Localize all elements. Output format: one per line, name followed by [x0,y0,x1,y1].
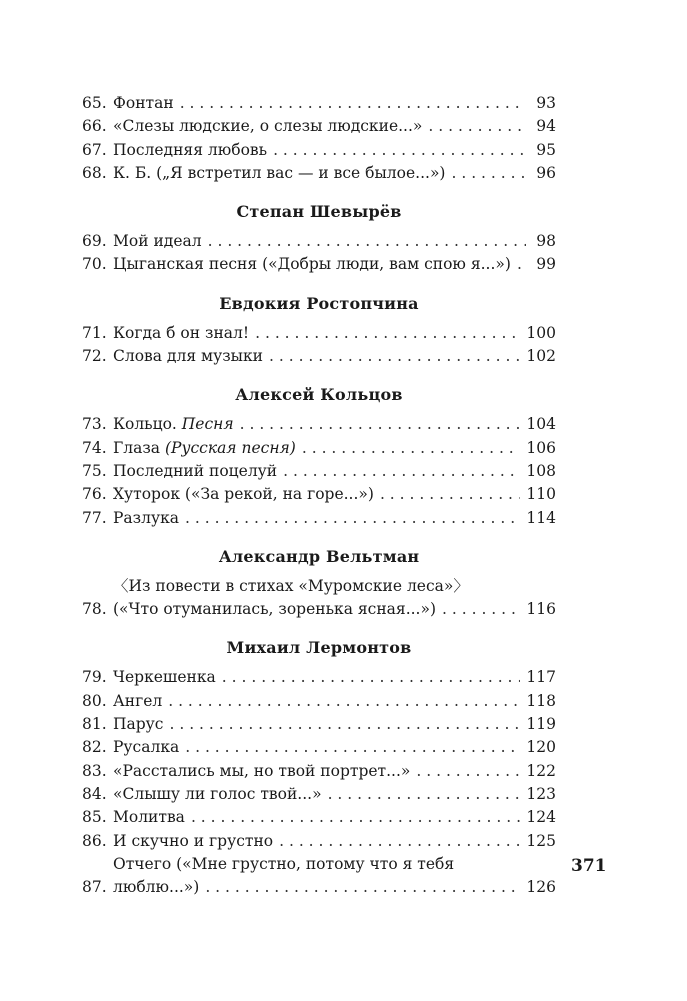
entry-number: 79. [82,668,107,687]
entry-title [113,345,263,368]
toc-entry [82,115,556,138]
toc-entry [82,760,556,783]
entry-title [113,575,469,598]
entry-number: 80. [82,691,107,710]
entry-line [113,783,556,806]
entry-number: 69. [82,232,107,251]
entry-body [113,139,556,162]
entry-body [113,736,556,759]
entry-title [113,437,296,460]
entry-body [113,507,556,530]
entry-page: 122 [526,761,556,780]
entry-title-text: Фонтан [113,94,174,112]
entry-line [113,666,556,689]
entry-line [113,598,556,621]
entry-page: 102 [526,347,556,366]
dot-leader [380,483,520,506]
dot-leader [240,413,521,436]
entry-page: 99 [536,255,556,274]
entry-title-text: Ангел [113,691,163,710]
dot-leader [283,460,520,483]
dot-leader [416,760,520,783]
entry-title [113,713,163,736]
entry-number: 68. [82,163,107,182]
toc-entry [82,413,556,436]
entry-title-text: Отчего («Мне грустно, потому что я тебя [113,854,455,873]
entry-number: 85. [82,808,107,827]
entry-page: 100 [526,323,556,342]
entry-number: 82. [82,738,107,757]
toc-entry [82,437,556,460]
entry-title [113,736,179,759]
entry-page: 123 [526,784,556,803]
entry-page: 117 [526,668,556,687]
entry-title-text: Глаза [113,438,165,457]
dot-leader [279,830,520,853]
dot-leader [191,806,520,829]
toc-entry [82,666,556,689]
entry-number: 75. [82,461,107,480]
entry-title [113,322,249,345]
toc-entry [82,230,556,253]
entry-body [113,253,556,276]
dot-leader [517,253,526,276]
entry-title [113,230,202,253]
entry-title [113,115,422,138]
section-author: Алексей Кольцов [235,385,403,405]
entry-page: 116 [526,600,556,619]
entry-page: 114 [526,508,556,527]
entry-body [113,853,556,900]
entry-title [113,413,234,436]
entry-title-text: Черкешенка [113,668,216,687]
entry-line [113,575,556,598]
entry-title [113,830,273,853]
dot-leader [255,322,520,345]
entry-line [113,830,556,853]
entry-line [113,253,556,276]
entry-page: 118 [526,691,556,710]
entry-line [113,162,556,185]
toc-entry [82,460,556,483]
entry-title [113,876,199,899]
dot-leader [180,92,526,115]
entry-title-text: Русалка [113,738,180,757]
table-of-contents [82,92,556,899]
entry-page: 110 [526,485,556,504]
entry-body [113,92,556,115]
entry-title-italic: Песня [181,415,234,434]
entry-title-text: И скучно и грустно [113,831,274,850]
section-author: Михаил Лермонтов [226,638,412,658]
toc-entry [82,322,556,345]
entry-number: 72. [82,347,107,366]
entry-body [113,666,556,689]
entry-title [113,162,445,185]
dot-leader [185,507,520,530]
entry-title-text: Цыганская песня («Добры люди, вам спою я...») [113,255,511,274]
entry-number: 86. [82,831,107,850]
toc-entry [82,853,556,900]
entry-title-text: Хуторок («За рекой, на горе...») [113,485,374,504]
toc-entry [82,575,556,622]
entry-body [113,760,556,783]
entry-number: 71. [82,323,107,342]
entry-line [113,736,556,759]
entry-line [113,806,556,829]
toc-entry [82,806,556,829]
entry-line [113,876,556,899]
entry-title [113,666,216,689]
entry-title-text: («Что отуманилась, зоренька ясная...») [113,600,437,619]
entry-line [113,115,556,138]
entry-body [113,483,556,506]
entry-line [113,92,556,115]
entry-title [113,139,267,162]
toc-entry [82,162,556,185]
toc-entry [82,139,556,162]
dot-leader [428,115,526,138]
entry-title [113,760,410,783]
entry-title-text: Последний поцелуй [113,461,278,480]
entry-number: 76. [82,485,107,504]
entry-number: 84. [82,784,107,803]
dot-leader [208,230,526,253]
entry-line [113,690,556,713]
entry-title-text: Последняя любовь [113,140,268,159]
entry-body [113,115,556,138]
dot-leader [222,666,521,689]
entry-title [113,507,179,530]
entry-line [113,460,556,483]
toc-entry [82,345,556,368]
toc-entry [82,92,556,115]
entry-page: 125 [526,831,556,850]
entry-body [113,322,556,345]
entry-line [113,139,556,162]
page-number: 371 [571,856,607,876]
entry-number: 74. [82,438,107,457]
entry-body [113,230,556,253]
section-author: Александр Вельтман [218,546,420,566]
entry-page: 106 [526,438,556,457]
entry-number: 83. [82,761,107,780]
dot-leader [328,783,521,806]
entry-title-text: Когда б он знал! [113,323,250,342]
toc-entry [82,736,556,759]
entry-body [113,437,556,460]
entry-body [113,713,556,736]
entry-title [113,460,277,483]
entry-line [113,760,556,783]
entry-title [113,853,454,876]
entry-line [113,483,556,506]
entry-number: 67. [82,140,107,159]
entry-title-text: «Слезы людские, о слезы людские...» [113,117,423,136]
toc-entry [82,483,556,506]
entry-body [113,413,556,436]
entry-line [113,230,556,253]
dot-leader [205,876,520,899]
entry-title [113,483,374,506]
entry-body [113,830,556,853]
entry-title-text: Молитва [113,808,185,827]
entry-number: 78. [82,600,107,619]
entry-line [113,507,556,530]
entry-page: 98 [536,232,556,251]
dot-leader [442,598,520,621]
dot-leader [185,736,520,759]
entry-title-text: К. Б. („Я встретил вас — и все былое...») [113,163,446,182]
entry-title-text: Кольцо. [113,415,182,434]
entry-page: 126 [526,878,556,897]
toc-entry [82,713,556,736]
entry-title-text: Слова для музыки [113,347,264,366]
entry-body [113,575,556,622]
entry-number: 70. [82,255,107,274]
toc-entry [82,507,556,530]
dot-leader [451,162,526,185]
entry-page: 96 [536,163,556,182]
entry-body [113,162,556,185]
entry-line [113,345,556,368]
entry-body [113,690,556,713]
entry-title [113,92,174,115]
entry-number: 87. [82,878,107,897]
entry-title-italic: (Русская песня) [164,438,296,457]
entry-line [113,413,556,436]
entry-body [113,345,556,368]
entry-line [113,322,556,345]
toc-entry [82,253,556,276]
entry-body [113,783,556,806]
entry-page: 124 [526,808,556,827]
dot-leader [169,713,520,736]
entry-title [113,783,322,806]
entry-page: 104 [526,415,556,434]
dot-leader [302,437,521,460]
entry-title [113,806,185,829]
entry-title [113,598,436,621]
entry-number: 73. [82,415,107,434]
entry-title-text: «Расстались мы, но твой портрет...» [113,761,411,780]
entry-page: 119 [526,715,556,734]
toc-entry [82,783,556,806]
entry-body [113,806,556,829]
entry-title-text: «Слышу ли голос твой...» [113,784,322,803]
toc-entry [82,830,556,853]
entry-body [113,460,556,483]
entry-number: 65. [82,94,107,112]
dot-leader [273,139,526,162]
entry-title [113,253,511,276]
entry-title-text: Разлука [113,508,180,527]
entry-line [113,713,556,736]
entry-number: 81. [82,715,107,734]
entry-page: 93 [536,94,556,112]
toc-entry [82,690,556,713]
entry-number: 66. [82,117,107,136]
entry-title [113,690,162,713]
section-author: Евдокия Ростопчина [219,293,419,313]
entry-number: 77. [82,508,107,527]
entry-title-text: люблю...») [113,878,200,897]
entry-title-text: Парус [113,715,164,734]
entry-line [113,437,556,460]
entry-title-text: 〈Из повести в стихах «Муромские леса»〉 [113,576,469,595]
section-author: Степан Шевырёв [236,202,402,222]
entry-page: 108 [526,461,556,480]
entry-page: 120 [526,738,556,757]
dot-leader [269,345,520,368]
entry-line [113,853,556,876]
dot-leader [168,690,520,713]
entry-page: 95 [536,140,556,159]
entry-title-text: Мой идеал [113,232,202,251]
entry-page: 94 [536,117,556,136]
